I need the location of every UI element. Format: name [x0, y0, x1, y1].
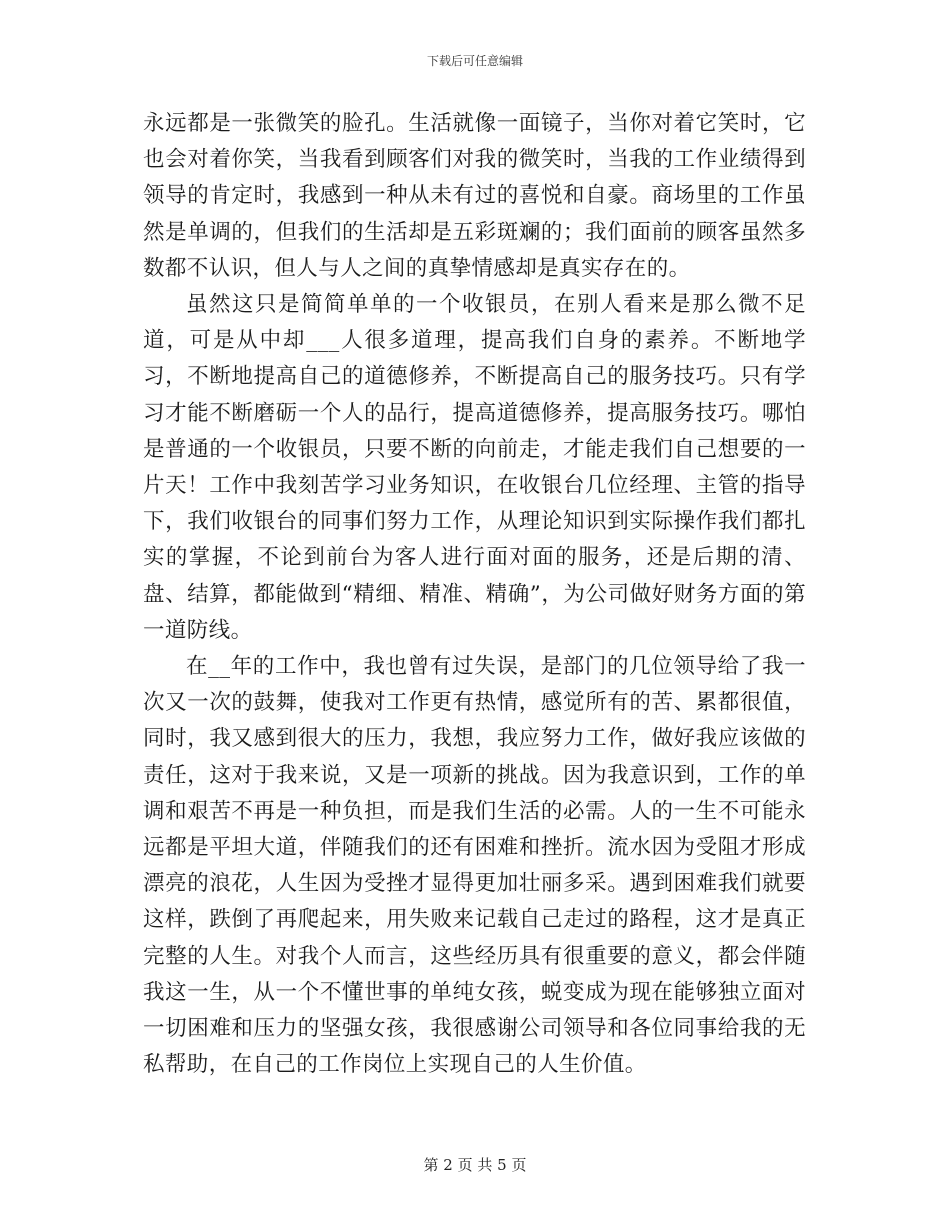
page-header: 下载后可任意编辑	[426, 54, 523, 68]
paragraph-1: 永远都是一张微笑的脸孔。生活就像一面镜子，当你对着它笑时，它也会对着你笑，当我看到顾客们对我的微笑时，当我的工作业绩得到领导的肯定时，我感到一种从未有过的喜悦和自豪。商场里的工作虽然是单调的，但我们的生活却是五彩斑斓的；我们面前的顾客虽然多数都不认识，但人与人之间的真挚情感却是真实存在的。	[143, 111, 806, 281]
page-footer: 第 2 页 共 5 页	[423, 1156, 527, 1174]
paragraph-3: 在__年的工作中，我也曾有过失误，是部门的几位领导给了我一次又一次的鼓舞，使我对工作更有热情，感觉所有的苦、累都很值，同时，我又感到很大的压力，我想，我应努力工作，做好我应该做的责任，这对于我来说，又是一项新的挑战。因为我意识到，工作的单调和艰苦不再是一种负担，而是我们生活的必需。人的一生不可能永远都是平坦大道，伴随我们的还有困难和挫折。流水因为受阻才形成漂亮的浪花，人生因为受挫才显得更加壮丽多采。遇到困难我们就要这样，跌倒了再爬起来，用失败来记载自己走过的路程，这才是真正完整的人生。对我个人而言，这些经历具有很重要的意义，都会伴随我这一生，从一个不懂世事的单纯女孩，蜕变成为现在能够独立面对一切困难和压力的坚强女孩，我很感谢公司领导和各位同事给我的无私帮助，在自己的工作岗位上实现自己的人生价值。	[143, 654, 806, 1078]
document-body	[143, 106, 806, 1083]
paragraph-2: 虽然这只是简简单单的一个收银员，在别人看来是那么微不足道，可是从中却___人很多道理，提高我们自身的素养。不断地学习，不断地提高自己的道德修养，不断提高自己的服务技巧。只有学习才能不断磨砺一个人的品行，提高道德修养，提高服务技巧。哪怕是普通的一个收银员，只要不断的向前走，才能走我们自己想要的一片天！工作中我刻苦学习业务知识，在收银台几位经理、主管的指导下，我们收银台的同事们努力工作，从理论知识到实际操作我们都扎实的掌握，不论到前台为客人进行面对面的服务，还是后期的清、盘、结算，都能做到“精细、精准、精确”，为公司做好财务方面的第一道防线。	[143, 292, 806, 643]
